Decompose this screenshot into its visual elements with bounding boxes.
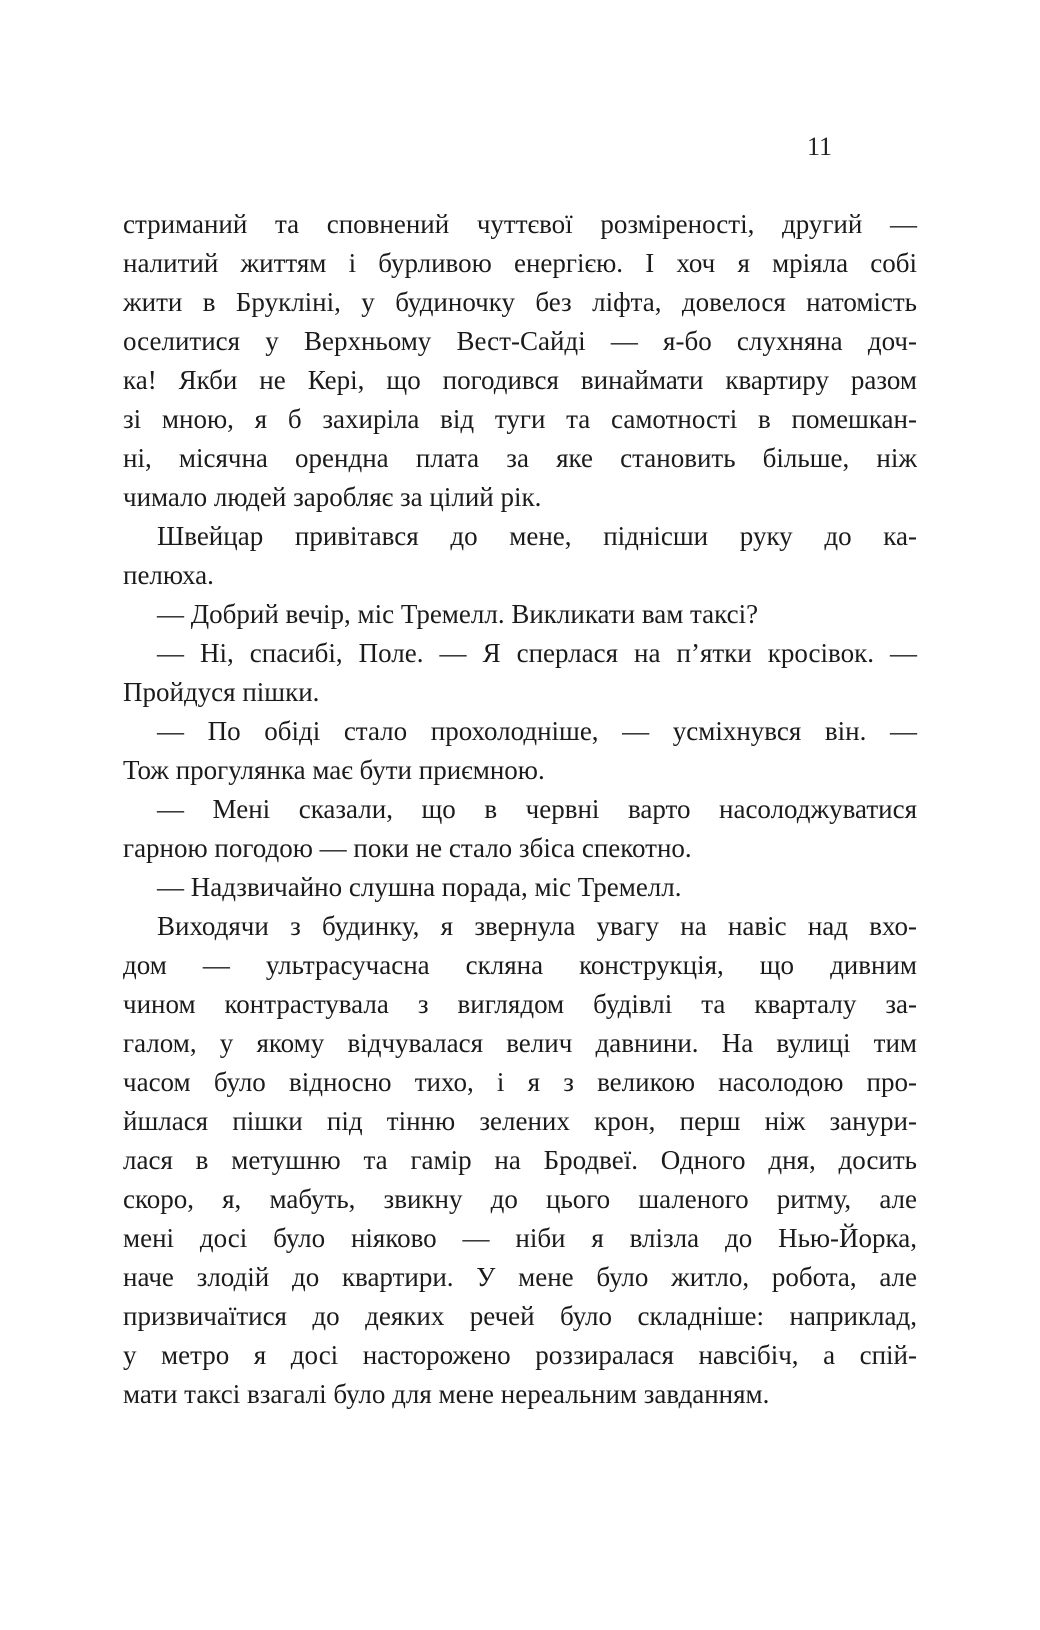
paragraph bbox=[123, 517, 917, 595]
text-line: Пройдуся пішки. bbox=[123, 677, 320, 707]
paragraph bbox=[123, 790, 917, 868]
paragraph bbox=[123, 712, 917, 790]
text-line: Виходячи з будинку, я звернула увагу на навіс над вхо- bbox=[157, 911, 917, 941]
text-line: жити в Брукліні, у будиночку без ліфта, довелося натомість bbox=[123, 287, 917, 317]
text-line: скоро, я, мабуть, звикну до цього шаленого ритму, але bbox=[123, 1184, 917, 1214]
text-line: чимало людей заробляє за цілий рік. bbox=[123, 482, 542, 512]
text-line: гарною погодою — поки не стало збіса спекотно. bbox=[123, 833, 692, 863]
text-line: чином контрастувала з виглядом будівлі та кварталу за- bbox=[123, 989, 917, 1019]
text-line: ні, місячна орендна плата за яке становить більше, ніж bbox=[123, 443, 917, 473]
text-line: оселитися у Верхньому Вест-Сайді — я-бо слухняна доч- bbox=[123, 326, 917, 356]
text-line: Тож прогулянка має бути приємною. bbox=[123, 755, 545, 785]
paragraph bbox=[123, 868, 917, 907]
text-line: дом — ультрасучасна скляна конструкція, що дивним bbox=[123, 950, 917, 980]
text-line: лася в метушню та гамір на Бродвеї. Одного дня, досить bbox=[123, 1145, 917, 1175]
page-number: 11 bbox=[806, 132, 832, 161]
text-line: йшлася пішки під тінню зелених крон, перш ніж занури- bbox=[123, 1106, 917, 1136]
text-line: призвичаїтися до деяких речей було складніше: наприклад, bbox=[123, 1301, 917, 1331]
text-block bbox=[123, 205, 917, 1414]
text-line: мені досі було ніяково — ніби я влізла до Нью-Йорка, bbox=[123, 1223, 917, 1253]
paragraph bbox=[123, 205, 917, 517]
text-line: — Мені сказали, що в червні варто насолоджуватися bbox=[157, 794, 917, 824]
text-line: стриманий та сповнений чуттєвої розміреності, другий — bbox=[123, 209, 917, 239]
text-line: часом було відносно тихо, і я з великою насолодою про- bbox=[123, 1067, 917, 1097]
paragraph bbox=[123, 595, 917, 634]
text-line: — Ні, спасибі, Поле. — Я сперлася на п’ятки кросівок. — bbox=[157, 638, 917, 668]
text-line: — Надзвичайно слушна порада, міс Тремелл. bbox=[157, 872, 682, 902]
text-line: пелюха. bbox=[123, 560, 214, 590]
text-line: мати таксі взагалі було для мене нереальним завданням. bbox=[123, 1379, 770, 1409]
text-line: ка! Якби не Кері, що погодився винаймати квартиру разом bbox=[123, 365, 917, 395]
text-line: — По обіді стало прохолодніше, — усміхнувся він. — bbox=[157, 716, 917, 746]
text-line: зі мною, я б захиріла від туги та самотності в помешкан- bbox=[123, 404, 917, 434]
text-line: галом, у якому відчувалася велич давнини. На вулиці тим bbox=[123, 1028, 917, 1058]
text-line: налитий життям і бурливою енергією. І хоч я мріяла собі bbox=[123, 248, 917, 278]
paragraph bbox=[123, 907, 917, 1414]
text-line: наче злодій до квартири. У мене було житло, робота, але bbox=[123, 1262, 917, 1292]
text-line: Швейцар привітався до мене, піднісши руку до ка- bbox=[157, 521, 917, 551]
text-line: — Добрий вечір, міс Тремелл. Викликати вам таксі? bbox=[157, 599, 759, 629]
paragraph bbox=[123, 634, 917, 712]
text-line: у метро я досі насторожено роззиралася навсібіч, а спій- bbox=[123, 1340, 917, 1370]
